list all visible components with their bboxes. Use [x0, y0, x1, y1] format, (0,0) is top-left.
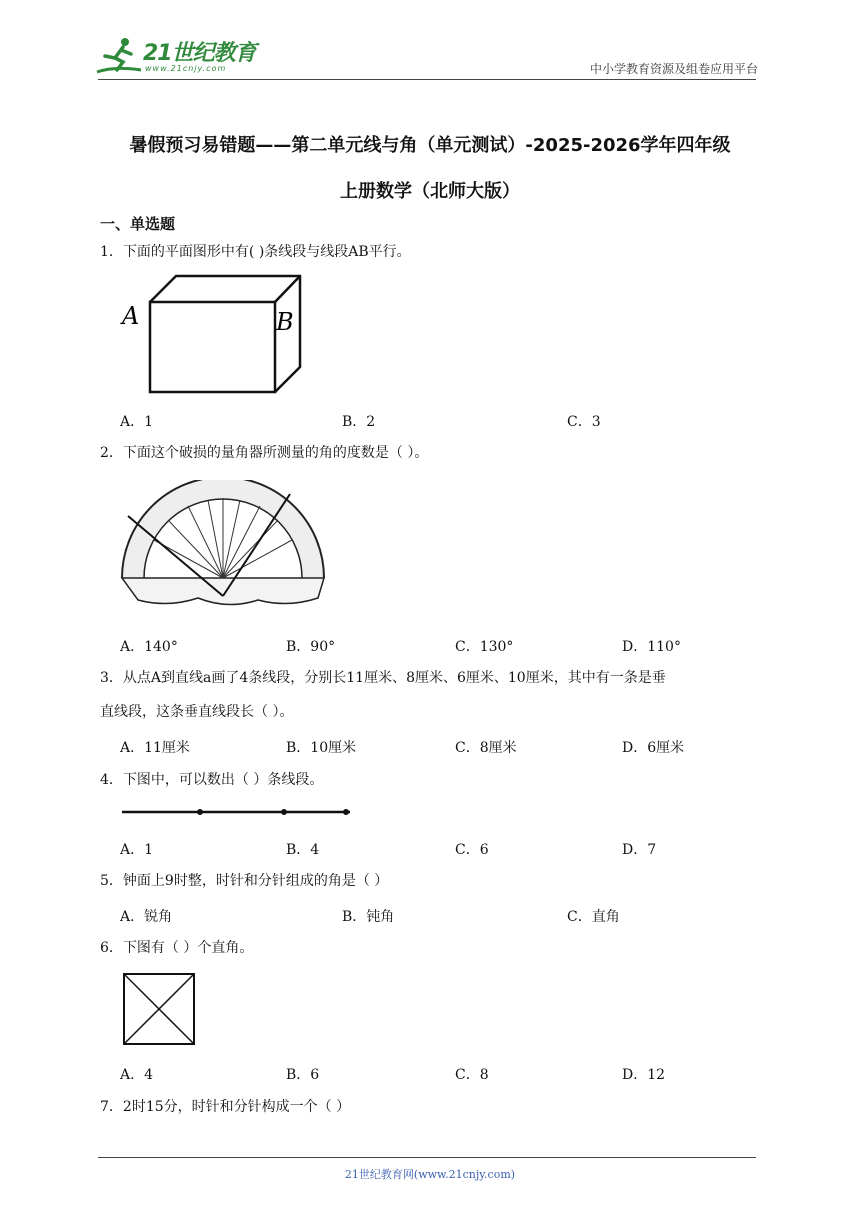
- header-divider: [98, 79, 756, 80]
- q2-option-b[interactable]: B．90°: [286, 639, 336, 655]
- q6-option-a[interactable]: A．4: [120, 1067, 154, 1083]
- q5-option-a[interactable]: A．锐角: [120, 909, 173, 925]
- q3-option-c[interactable]: C．8厘米: [455, 740, 517, 756]
- broken-protractor-figure: [118, 480, 328, 620]
- page-title-line2: 上册数学（北师大版）: [340, 181, 520, 202]
- site-logo: [95, 36, 265, 80]
- question-1: 1．下面的平面图形中有( )条线段与线段AB平行。: [100, 244, 411, 260]
- q4-option-c[interactable]: C．6: [455, 842, 489, 858]
- footer-link[interactable]: 21世纪教育网(www.21cnjy.com): [344, 1168, 516, 1181]
- q3-option-d[interactable]: D．6厘米: [622, 740, 685, 756]
- header-platform-text: 中小学教育资源及组卷应用平台: [589, 62, 758, 76]
- q2-option-c[interactable]: C．130°: [455, 639, 514, 655]
- q5-option-c[interactable]: C．直角: [567, 909, 620, 925]
- q6-option-d[interactable]: D．12: [622, 1067, 666, 1083]
- q2-option-a[interactable]: A．140°: [120, 639, 178, 655]
- q4-option-a[interactable]: A．1: [120, 842, 154, 858]
- question-6: 6．下图有（ ）个直角。: [100, 940, 254, 956]
- section-heading: 一、单选题: [100, 215, 176, 233]
- q3-option-a[interactable]: A．11厘米: [120, 740, 190, 756]
- q2-option-d[interactable]: D．110°: [622, 639, 681, 655]
- question-7: 7．2时15分，时针和分针构成一个（ ）: [100, 1099, 351, 1115]
- q1-option-b[interactable]: B．2: [342, 414, 376, 430]
- q1-option-c[interactable]: C．3: [567, 414, 601, 430]
- q3-option-b[interactable]: B．10厘米: [286, 740, 357, 756]
- question-2: 2．下面这个破损的量角器所测量的角的度数是（ ）。: [100, 445, 429, 461]
- q6-option-c[interactable]: C．8: [455, 1067, 489, 1083]
- q1-option-a[interactable]: A．1: [120, 414, 154, 430]
- question-3-cont: 直线段，这条垂直线段长（ ）。: [100, 704, 294, 720]
- q6-option-b[interactable]: B．6: [286, 1067, 320, 1083]
- footer-divider: [98, 1157, 756, 1158]
- logo-text: 21世纪教育: [143, 41, 256, 66]
- line-segments-figure: [118, 805, 354, 819]
- question-5: 5．钟面上9时整，时针和分针组成的角是（ ）: [100, 873, 389, 889]
- runner-logo-icon: [95, 36, 145, 78]
- question-4: 4．下图中，可以数出（ ）条线段。: [100, 772, 324, 788]
- label-a: A: [122, 302, 140, 330]
- cuboid-figure: [118, 272, 310, 398]
- q4-option-b[interactable]: B．4: [286, 842, 320, 858]
- logo-url: www.21cnjy.com: [145, 64, 227, 73]
- label-b: B: [276, 308, 294, 336]
- q5-option-b[interactable]: B．钝角: [342, 909, 395, 925]
- question-3: 3．从点A到直线a画了4条线段，分别长11厘米、8厘米、6厘米、10厘米，其中有一条是垂: [100, 670, 666, 686]
- square-diagonals-figure: [122, 972, 196, 1046]
- page-title-line1: 暑假预习易错题——第二单元线与角（单元测试）-2025-2026学年四年级: [129, 135, 731, 156]
- q4-option-d[interactable]: D．7: [622, 842, 657, 858]
